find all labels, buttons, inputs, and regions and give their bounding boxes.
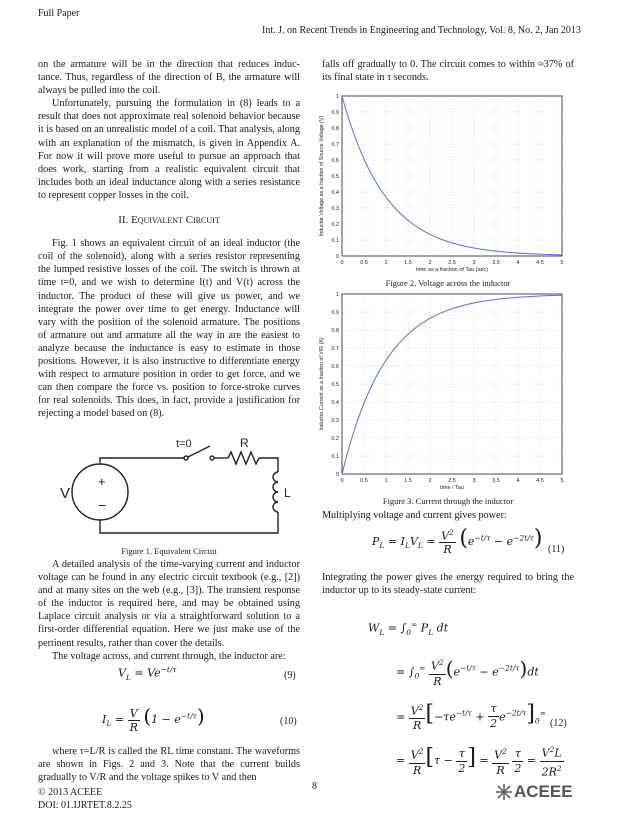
page-number: 8 <box>312 781 317 792</box>
y-tick-label: 0.5 <box>331 382 339 388</box>
y-tick-label: 1 <box>335 292 339 298</box>
y-tick-label: 0.6 <box>331 364 339 370</box>
equation-10: $I_L$ = $\frac{V}{R}$ $(1 - e^{-t/\tau})$ <box>102 704 205 734</box>
y-tick-label: 0.7 <box>331 142 339 148</box>
aceee-logo-text: ACEEE <box>514 782 573 801</box>
y-tick-label: 0.4 <box>331 190 339 196</box>
x-tick-label: 3.5 <box>492 478 500 484</box>
paragraph-formulation: Unfortunately, pursuing the formulation in (8) leads to a result that does not approximate real solenoid behavior because it is based on an unrealistic model of a coil. That analysis, along with an explanation of the mismatch, is given in Appendix A. For now it will prove more useful to pursue an approach that does work, starting from a realistic equivalent circuit that includes both an ideal inductance along with a series resistance to represent copper losses in the coil. <box>38 98 300 201</box>
y-tick-label: 0.7 <box>331 346 339 352</box>
x-tick-label: 5 <box>560 260 564 266</box>
equation-9: $V_L = Ve^{-t/\tau}$ <box>118 665 177 682</box>
y-tick-label: 0.3 <box>331 418 339 424</box>
figure-2-voltage-chart <box>316 90 568 276</box>
figure-3-current-chart <box>316 288 568 494</box>
paragraph-final-state: falls off gradually to 0. The circuit comes to within ≈37% of its final state in τ seconds. <box>322 59 574 84</box>
equation-10-number: (10) <box>280 716 297 727</box>
equivalent-circuit-diagram <box>60 438 290 543</box>
x-tick-label: 1.5 <box>404 478 412 484</box>
x-tick-label: 0 <box>340 260 344 266</box>
x-axis-label: time / Tau <box>440 485 464 491</box>
x-axis-label: time as a fraction of Tau (sec) <box>415 267 489 273</box>
y-tick-label: 0.3 <box>331 206 339 212</box>
paragraph-voltage-current-intro: The voltage across, and current through, the inductor are: <box>52 650 286 662</box>
y-tick-label: 0.4 <box>331 400 339 406</box>
equation-12-line-1: $W_L = \int_0^\infty$ $P_L$ dt <box>368 620 449 637</box>
doi: DOI: 01.IJRTET.8.2.25 <box>38 800 132 811</box>
equation-9-number: (9) <box>284 670 296 681</box>
x-tick-label: 2 <box>428 478 432 484</box>
paragraph-energy-intro: Integrating the power gives the energy required to bring the inductor up to its steady-state current: <box>322 572 574 597</box>
figure-2-caption: Figure 2. Voltage across the inductor <box>385 278 511 288</box>
y-tick-label: 0.2 <box>331 222 339 228</box>
y-axis-label: Inductor Current as a fraction of V/R (A) <box>319 337 325 431</box>
equation-11: $P_L = I_LV_L$ = $\frac{V^2}{R}$ $(e^{-t/\tau} - e^{-2t/\tau})$ <box>372 526 543 557</box>
y-tick-label: 0.8 <box>331 328 339 334</box>
figure-1-caption: Figure 1. Equivalent Circuit <box>121 546 217 556</box>
paragraph-analysis: A detailed analysis of the time-varying current and inductor voltage can be found in any electric circuit textbook (e.g., [2]) and at many sites on the web (e.g., [3]). The transient response of the inductor is required here, and may be obtained using Laplace circuit analysis or via a straightforward solution to a first-order differential equation. Here we just make use of the pertinent results, rather than cover the details. <box>38 559 300 649</box>
left-column-text-bottom <box>38 745 300 784</box>
y-tick-label: 0.8 <box>331 126 339 132</box>
circuit-wire-top-right <box>259 458 278 472</box>
equation-12-line-3: = $\frac{V^2}{R}$ [$-\tau e^{-t/\tau}$ + $\frac{\tau}{2}$ $e^{-2t/\tau}]_0^\infty$ <box>396 700 546 733</box>
aceee-logo <box>494 782 573 802</box>
paragraph-equivalent-circuit: Fig. 1 shows an equivalent circuit of an ideal inductor (the coil of the solenoid), along with a series resistor representing the lumped resistive losses of the coil. The switch is thrown at time t=0, and we wish to determine I(t) and V(t) across the inductor. The product of these will give us power, and we integrate the power over time to get energy. Inductance will vary with the position of the solenoid armature. The positions of armature out and armature all the way in are the easiest to analyze because the inductance is easy to estimate in those positions. However, it is also instructive to differentiate energy with respect to armature position in order to get force, and we can then compare the force vs. position to force-stroke curves for real solenoids. This does, in fact, provide a justification for rejecting a model based on (8). <box>38 238 300 420</box>
figure-3-caption: Figure 3. Current through the inductor <box>382 496 514 506</box>
journal-section-label: Full Paper <box>38 8 80 19</box>
x-tick-label: 5 <box>560 478 564 484</box>
y-axis-label: Inductor Voltage as a fraction of Source Voltage (V) <box>319 115 325 237</box>
circuit-wire-top-left <box>100 458 184 463</box>
aceee-logo-icon <box>494 782 514 802</box>
inductor-label: L <box>284 486 291 500</box>
left-column-text-mid <box>38 558 300 663</box>
y-tick-label: 0 <box>335 472 339 478</box>
section-heading: II. Equivalent Circuit <box>118 214 220 227</box>
x-tick-label: 1 <box>384 260 388 266</box>
x-tick-label: 0.5 <box>360 260 368 266</box>
source-minus-label: − <box>98 497 107 513</box>
x-tick-label: 1 <box>384 478 388 484</box>
equation-12-line-4: = $\frac{V^2}{R}$ [τ − $\frac{\tau}{2}$ ] = $\frac{V^2}{R}$ $\frac{\tau}{2}$ = $\frac{V^2L}{2R^2}$ <box>396 745 562 779</box>
equation-12 <box>368 618 564 779</box>
switch-contact-left <box>184 456 188 460</box>
copyright: © 2013 ACEEE <box>38 787 103 798</box>
y-tick-label: 0 <box>335 254 339 260</box>
x-tick-label: 4.5 <box>536 478 544 484</box>
y-tick-label: 0.9 <box>331 110 339 116</box>
x-tick-label: 3 <box>472 478 476 484</box>
y-tick-label: 0.5 <box>331 174 339 180</box>
x-tick-label: 3 <box>472 260 476 266</box>
y-tick-label: 0.6 <box>331 158 339 164</box>
x-tick-label: 4 <box>516 478 520 484</box>
switch-contact-right <box>210 456 214 460</box>
x-tick-label: 2.5 <box>448 478 456 484</box>
y-tick-label: 0.1 <box>331 238 339 244</box>
y-tick-label: 0.1 <box>331 454 339 460</box>
equation-12-line-2: = $\int_0^\infty$ $\frac{V^2}{R}$ $(e^{-t/\tau} - e^{-2t/\tau})dt$ <box>396 656 539 688</box>
x-tick-label: 4.5 <box>536 260 544 266</box>
circuit-wire-bottom <box>100 512 278 533</box>
left-column-text-top <box>38 58 300 420</box>
paragraph-time-constant: where τ=L/R is called the RL time constant. The waveforms are shown in Figs. 2 and 3. Note that the current builds gradually to V/R and the voltage spikes to V and then <box>38 746 300 784</box>
x-tick-label: 1.5 <box>404 260 412 266</box>
inductor-coil <box>273 472 278 512</box>
x-tick-label: 4 <box>516 260 520 266</box>
x-tick-label: 0 <box>340 478 344 484</box>
source-voltage-label: V <box>60 485 71 502</box>
paragraph-armature: on the armature will be in the direction that reduces induc-tance. Thus, regardless of the direction of B, the armature will always be pulled into the coil. <box>38 59 300 97</box>
switch-label: t=0 <box>176 438 192 450</box>
resistor-symbol <box>228 452 259 464</box>
y-tick-label: 0.2 <box>331 436 339 442</box>
paragraph-power-intro: Multiplying voltage and current gives power: <box>322 510 507 521</box>
y-tick-label: 1 <box>335 94 339 100</box>
equation-11-number: (11) <box>548 544 565 555</box>
resistor-label: R <box>240 436 249 450</box>
equation-12-number: (12) <box>550 718 567 729</box>
source-plus-label: + <box>98 474 106 489</box>
y-tick-label: 0.9 <box>331 310 339 316</box>
journal-citation: Int. J. on Recent Trends in Engineering and Technology, Vol. 8, No. 2, Jan 2013 <box>262 25 581 36</box>
x-tick-label: 2 <box>428 260 432 266</box>
x-tick-label: 3.5 <box>492 260 500 266</box>
x-tick-label: 2.5 <box>448 260 456 266</box>
x-tick-label: 0.5 <box>360 478 368 484</box>
